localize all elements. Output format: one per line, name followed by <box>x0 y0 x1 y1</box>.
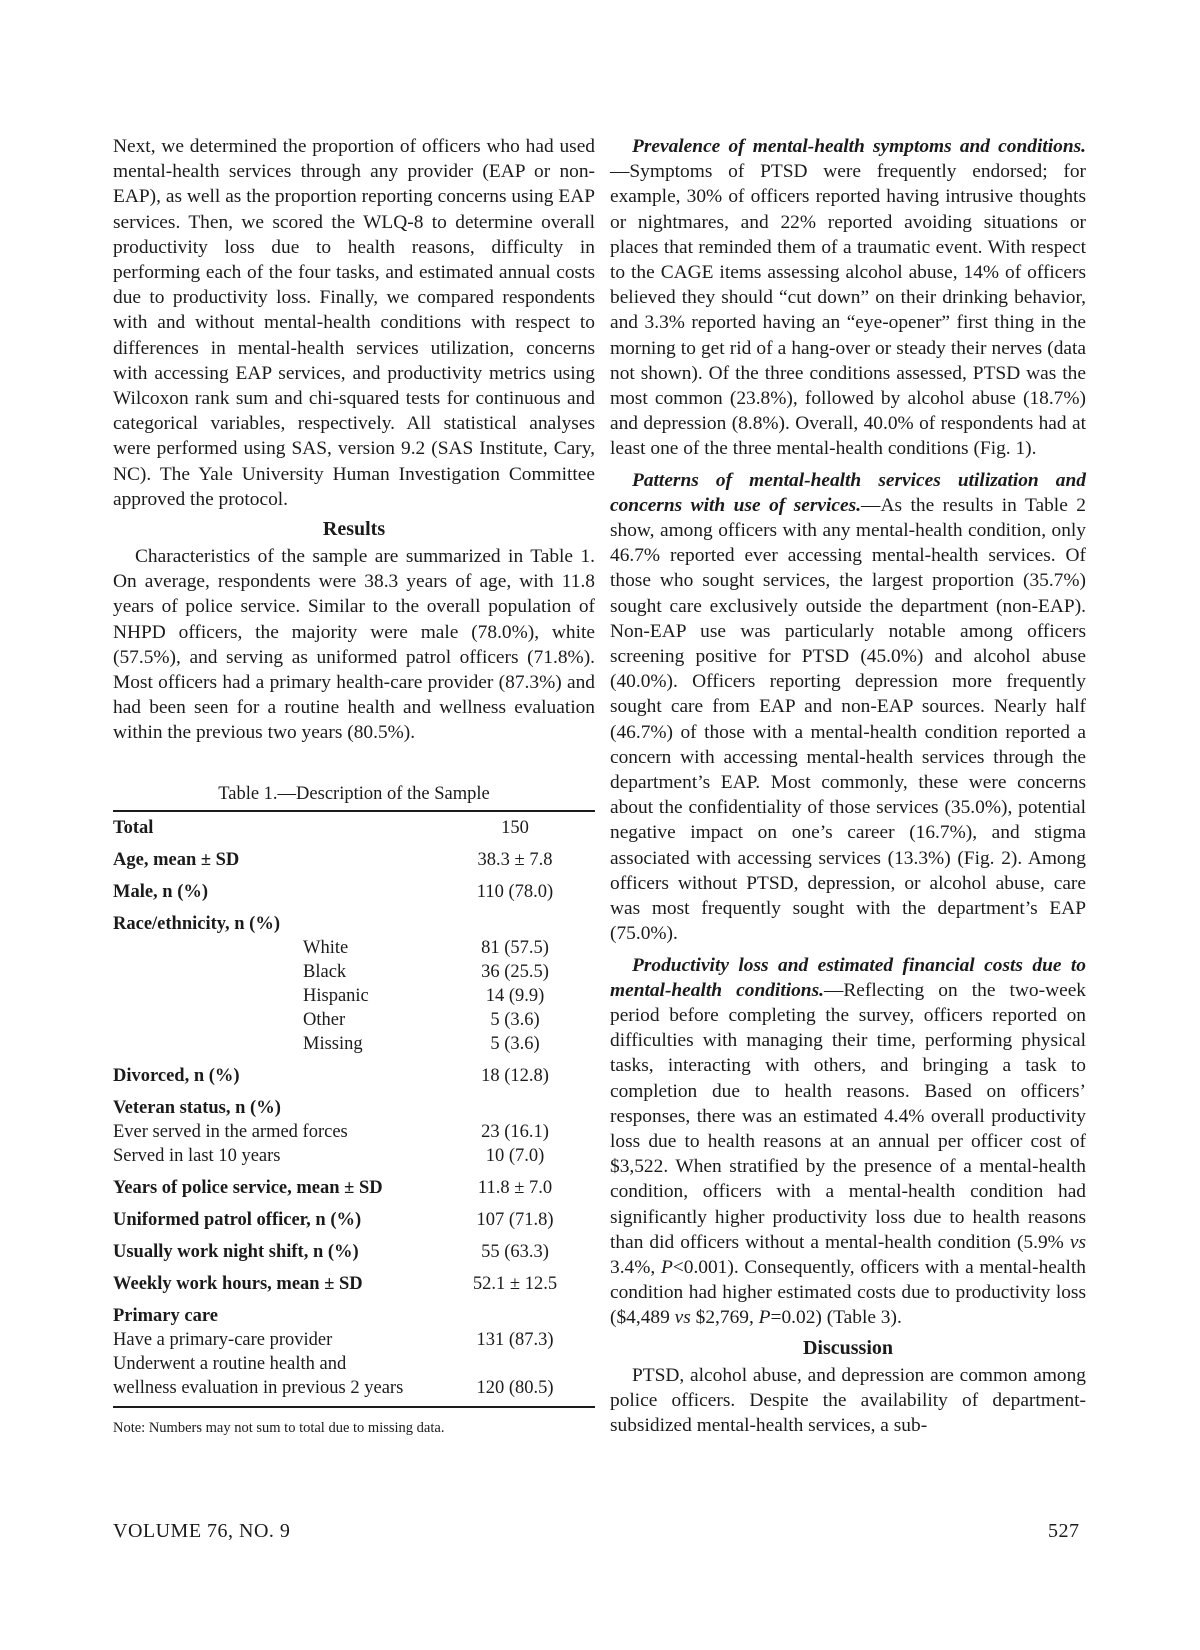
table-cell-value: 55 (63.3) <box>481 1241 549 1262</box>
table-cell-label: White <box>303 937 349 958</box>
table-cell-label: Black <box>303 961 347 982</box>
paragraph-body: =0.02) (Table 3). <box>770 1307 902 1329</box>
table-row <box>113 1008 595 1032</box>
table-row <box>113 1264 595 1296</box>
results-heading: Results <box>322 518 386 541</box>
table-cell-value: 52.1 ± 12.5 <box>472 1273 558 1294</box>
table-row <box>113 1056 595 1088</box>
table-cell-value: 150 <box>501 817 529 838</box>
table-row <box>113 1296 595 1328</box>
table-cell-value: 131 (87.3) <box>476 1329 554 1350</box>
table-cell-label: Veteran status, n (%) <box>113 1097 281 1118</box>
vs-italic: vs <box>674 1307 691 1329</box>
table-cell-label: Have a primary-care provider <box>113 1329 333 1350</box>
table-row <box>113 1200 595 1232</box>
p-value-italic: P <box>758 1307 771 1329</box>
footer-page-number: 527 <box>1048 1520 1080 1542</box>
table-row <box>113 1376 595 1407</box>
utilization-paragraph <box>610 468 1086 947</box>
table-cell-label: Male, n (%) <box>113 881 209 902</box>
right-column <box>610 134 1086 1438</box>
table-row <box>113 811 595 840</box>
table-row <box>113 1232 595 1264</box>
runin-heading: Productivity loss and estimated financial costs due to mental-health conditions. <box>610 954 1086 1001</box>
table-row <box>113 1120 595 1144</box>
table-cell-label: Served in last 10 years <box>113 1145 281 1166</box>
table-cell-value: 14 (9.9) <box>485 985 545 1006</box>
table-cell-label: Usually work night shift, n (%) <box>113 1241 359 1262</box>
table-row <box>113 1032 595 1056</box>
table-cell-value: 110 (78.0) <box>476 881 554 902</box>
table-cell-label: Years of police service, mean ± SD <box>113 1177 383 1198</box>
table-cell-label: Underwent a routine health and <box>113 1353 347 1374</box>
discussion-paragraph: PTSD, alcohol abuse, and depression are common among police officers. Despite the availability of department-subsidized mental-health services, a sub- <box>610 1364 1086 1436</box>
table-cell-value <box>435 1352 595 1376</box>
table-cell-value: 11.8 ± 7.0 <box>477 1177 553 1198</box>
prevalence-paragraph <box>610 134 1086 462</box>
paragraph-body: 3.4%, <box>610 1256 661 1278</box>
table-cell-value: 81 (57.5) <box>481 937 549 958</box>
table-cell-label: Other <box>303 1009 346 1030</box>
table-cell-value: 5 (3.6) <box>490 1009 540 1030</box>
paragraph-body: —As the results in Table 2 show, among officers with any mental-health condition, only 46.7% reported ever accessing mental-health services. Of those who sought services, the largest proportion (35.7%) sought care exclusively outside the department (non-EAP). Non-EAP use was particularly notable among officers screening positive for PTSD (45.0%) and alcohol abuse (40.0%). Officers reporting depression more frequently sought care from EAP and non-EAP sources. Nearly half (46.7%) of those with a mental-health condition reported a concern with accessing mental-health services through the department’s EAP. Most commonly, these were concerns about the confidentiality of those services (35.0%), potential negative impact on one’s career (16.7%), and stigma associated with accessing services (13.3%) (Fig. 2). Among officers without PTSD, depression, or alcohol abuse, care was most frequently sought with the department’s EAP (75.0%). <box>610 494 1086 945</box>
table-cell-value: 10 (7.0) <box>485 1145 545 1166</box>
table1 <box>113 810 595 1408</box>
left-column <box>113 134 595 1437</box>
table-row <box>113 904 595 936</box>
table-cell-value: 18 (12.8) <box>481 1065 549 1086</box>
footer-journal-volume: VOLUME 76, NO. 9 <box>113 1520 291 1542</box>
runin-heading: Prevalence of mental-health symptoms and conditions. <box>632 136 1086 157</box>
paragraph-body: —Symptoms of PTSD were frequently endorsed; for example, 30% of officers reported having intrusive thoughts or nightmares, and 22% reported avoiding situations or places that reminded them of a traumatic event. With respect to the CAGE items assessing alcohol abuse, 14% of officers believed they should “cut down” on their drinking behavior, and 3.3% reported having an “eye-opener” first thing in the morning to get rid of a hang-over or steady their nerves (data not shown). Of the three conditions assessed, PTSD was the most common (23.8%), followed by alcohol abuse (18.7%) and depression (8.8%). Overall, 40.0% of respondents had at least one of the three mental-health conditions (Fig. 1). <box>610 161 1086 460</box>
table-row <box>113 872 595 904</box>
table-cell-value <box>435 1296 595 1328</box>
table-cell-value: 23 (16.1) <box>481 1121 549 1142</box>
table-row <box>113 1352 595 1376</box>
table-row <box>113 840 595 872</box>
table-cell-value <box>435 1088 595 1120</box>
table-cell-label: Ever served in the armed forces <box>113 1121 348 1142</box>
paragraph-body: <0.001). Consequently, officers with a mental-health condition had higher estimated costs due to productivity loss ($4,489 <box>610 1256 1086 1329</box>
paragraph-body: $2,769, <box>690 1307 759 1329</box>
table-row <box>113 1328 595 1352</box>
table-cell-label: Divorced, n (%) <box>113 1065 240 1086</box>
table-cell-value: 120 (80.5) <box>476 1377 554 1398</box>
table1-caption: Table 1.—Description of the Sample <box>218 783 490 804</box>
table-cell-value: 36 (25.5) <box>481 961 549 982</box>
table-cell-label: Hispanic <box>303 985 369 1006</box>
table-row <box>113 1088 595 1120</box>
p-value-italic: P <box>660 1256 673 1278</box>
table-row <box>113 1168 595 1200</box>
table1-note: Note: Numbers may not sum to total due to missing data. <box>113 1419 445 1436</box>
paragraph-body: —Reflecting on the two-week period before completing the survey, officers reported on difficulties with managing their time, performing physical tasks, interacting with others, and bringing a task to completion due to health reasons. Based on officers’ responses, there was an estimated 4.4% overall productivity loss due to health reasons at an annual per officer cost of $3,522. When stratified by the presence of a mental-health condition, officers with a mental-health condition had significantly higher productivity loss due to health reasons than did officers without a mental-health condition (5.9% <box>610 979 1087 1253</box>
table-cell-value <box>435 904 595 936</box>
productivity-paragraph <box>610 953 1086 1331</box>
table-cell-value: 5 (3.6) <box>490 1033 540 1054</box>
vs-italic: vs <box>1069 1231 1086 1253</box>
table-row <box>113 984 595 1008</box>
table-cell-value: 107 (71.8) <box>476 1209 554 1230</box>
table-cell-label: Age, mean ± SD <box>113 849 240 870</box>
table-cell-label: Primary care <box>113 1305 218 1326</box>
results-paragraph: Characteristics of the sample are summarized in Table 1. On average, respondents were 38.3 years of age, with 11.8 years of police service. Similar to the overall population of NHPD officers, the majority were male (78.0%), white (57.5%), and serving as uniformed patrol officers (71.8%). Most officers had a primary health-care provider (87.3%) and had been seen for a routine health and wellness evaluation within the previous two years (80.5%). <box>113 546 595 744</box>
table-cell-value: 38.3 ± 7.8 <box>477 849 553 870</box>
table-row <box>113 960 595 984</box>
methods-paragraph: Next, we determined the proportion of officers who had used mental-health services through any provider (EAP or non-EAP), as well as the proportion reporting concerns using EAP services. Then, we scored the WLQ-8 to determine overall productivity loss due to health reasons, difficulty in performing each of the four tasks, and estimated annual costs due to productivity loss. Finally, we compared respondents with and without mental-health conditions with respect to differences in mental-health services utilization, concerns with accessing EAP services, and productivity metrics using Wilcoxon rank sum and chi-squared tests for continuous and categorical variables, respectively. All statistical analyses were performed using SAS, version 9.2 (SAS Institute, Cary, NC). The Yale University Human Investigation Committee approved the protocol. <box>113 136 595 510</box>
table-cell-label: Weekly work hours, mean ± SD <box>113 1273 363 1294</box>
table-cell-label: Uniformed patrol officer, n (%) <box>113 1209 362 1230</box>
runin-heading: Patterns of mental-health services utilization and concerns with use of services. <box>610 469 1086 516</box>
table-cell-label: wellness evaluation in previous 2 years <box>113 1377 404 1398</box>
table-cell-label: Race/ethnicity, n (%) <box>113 913 280 934</box>
table-cell-label: Total <box>113 817 154 838</box>
table-row <box>113 1144 595 1168</box>
table-cell-label: Missing <box>303 1033 363 1054</box>
discussion-heading: Discussion <box>802 1336 894 1359</box>
table-row <box>113 936 595 960</box>
